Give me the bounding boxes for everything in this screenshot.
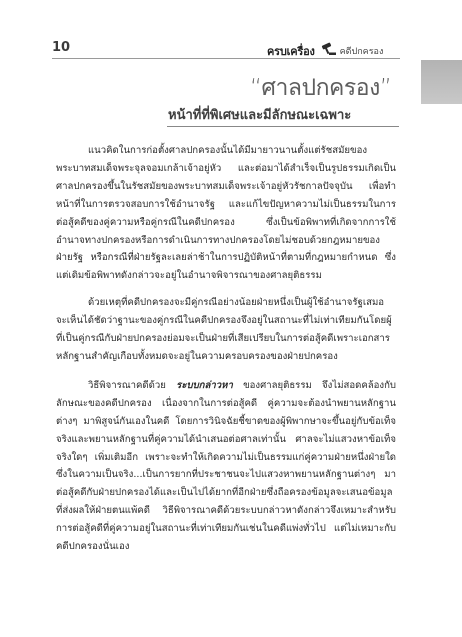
emphasis-accusatorial-system: ระบบกล่าวหา xyxy=(176,379,233,391)
header-section: คดีปกครอง xyxy=(339,46,384,57)
header-brand: ครบเครื่อง xyxy=(267,44,315,58)
subtitle-underline xyxy=(167,126,399,127)
chapter-title: “ศาลปกครอง” xyxy=(250,75,392,101)
body-text xyxy=(56,142,396,567)
header-divider xyxy=(52,58,400,59)
paragraph-3-lead: วิธีพิจารณาคดีด้วย xyxy=(88,379,177,391)
paragraph-3 xyxy=(56,377,396,556)
side-tab-bar xyxy=(421,60,462,104)
paragraph-3-rest: ของศาลยุติธรรม จึงไม่สอดคล้องกับลักษณะของคดีปกครอง เนื่องจากในการต่อสู้คดี คู่ความจะต้องนำพยานหลักฐานต่างๆ มาพิสูจน์กันเองในคดี โดยการวินิจฉัยชี้ขาดของผู้พิพากษาจะขึ้นอยู่กับข้อเท็จจริงและพยานหลักฐานที่คู่ความได้นำเสนอต่อศาลเท่านั้น ศาลจะไม่แสวงหาข้อเท็จจริงใดๆ เพิ่มเติมอีก เพราะจะทำให้เกิดความไม่เป็นธรรมแก่คู่ความฝ่ายหนึ่งฝ่ายใด ซึ่งในความเป็นจริง...เป็นการยากที่ประชาชนจะไปแสวงหาพยานหลักฐานต่างๆ มาต่อสู้คดีกับฝ่ายปกครองได้และเป็นไปได้ยากที่อีกฝ่ายซึ่งถือครองข้อมูลจะเสนอข้อมูลที่ส่งผลให้ฝ่ายตนแพ้คดี วิธีพิจารณาคดีด้วยระบบกล่าวหาดังกล่าวจึงเหมาะสำหรับการต่อสู้คดีที่คู่ความอยู่ในสถานะที่เท่าเทียมกันเช่นในคดีแพ่งทั่วไป แต่ไม่เหมาะกับคดีปกครองนั่นเอง xyxy=(56,379,397,553)
page-number: 10 xyxy=(52,40,71,55)
paragraph-2: ด้วยเหตุที่คดีปกครองจะมีคู่กรณีอย่างน้อยฝ่ายหนึ่งเป็นผู้ใช้อำนาจรัฐเสมอ จะเห็นได้ชัดว่าฐานะของคู่กรณีในคดีปกครองจึงอยู่ในสถานะที่ไม่เท่าเทียมกันโดยผู้ที่เป็นคู่กรณีกับฝ่ายปกครองย่อมจะเป็นฝ่ายที่เสียเปรียบในการต่อสู้คดีเพราะเอกสารหลักฐานสำคัญเกือบทั้งหมดจะอยู่ในความครอบครองของฝ่ายปกครอง xyxy=(56,297,392,362)
chapter-subtitle: หน้าที่ที่พิเศษและมีลักษณะเฉพาะ xyxy=(168,108,352,123)
paragraph-1: แนวคิดในการก่อตั้งศาลปกครองนั้นได้มีมายาวนานตั้งแต่รัชสมัยของพระบาทสมเด็จพระจุลจอมเกล้าเจ้าอยู่หัว และต่อมาได้สำเร็จเป็นรูปธรรมเกิดเป็นศาลปกครองขึ้นในรัชสมัยของพระบาทสมเด็จพระเจ้าอยู่หัวรัชกาลปัจจุบัน เพื่อทำหน้าที่ในการตรวจสอบการใช้อำนาจรัฐ และแก้ไขปัญหาความไม่เป็นธรรมในการต่อสู้คดีของคู่ความหรือคู่กรณีในคดีปกครอง ซึ่งเป็นข้อพิพาทที่เกิดจากการใช้อำนาจทางปกครองหรือการดำเนินการทางปกครองโดยไม่ชอบด้วยกฎหมายของฝ่ายรัฐ หรือกรณีที่ฝ่ายรัฐละเลยล่าช้าในการปฏิบัติหน้าที่ตามที่กฎหมายกำหนด ซึ่งแต่เดิมข้อพิพาทดังกล่าวจะอยู่ในอำนาจพิจารณาของศาลยุติธรรม xyxy=(56,145,396,282)
